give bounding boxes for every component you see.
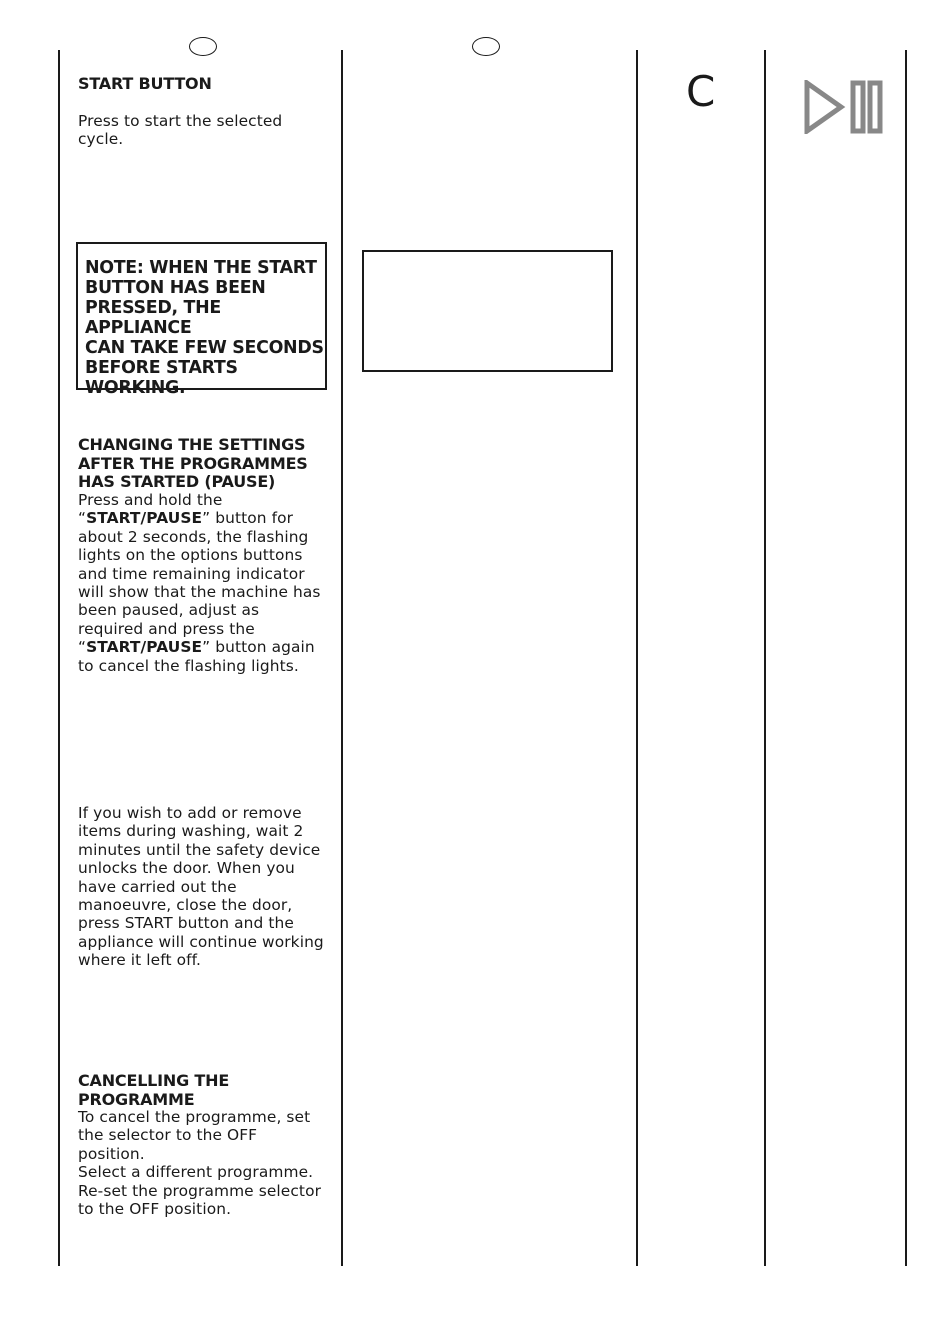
heading-line: AFTER THE PROGRAMMES [78,453,308,473]
note-line: NOTE: WHEN THE START [85,258,317,278]
heading-line: PROGRAMME [78,1089,195,1109]
heading-line: CHANGING THE SETTINGS [78,435,306,454]
language-marker-oval-2 [472,37,500,56]
cancel-section-heading [78,1072,229,1109]
pause-section-heading [78,436,308,492]
cancel-line: Select a different programme. [78,1163,314,1182]
pause-text-part: Press and hold the [78,491,223,509]
start-pause-label: START/PAUSE [86,509,203,528]
start-button-description: Press to start the selected cycle. [78,112,283,149]
note-line: BUTTON HAS BEEN [85,278,266,298]
empty-note-box [362,250,613,372]
add-items-text: If you wish to add or remove items during washing, wait 2 minutes until the safety device unlocks the door. When you have carried out the manoeuvre, close the door, press START button and the appliance will continue working where it left off. [78,804,324,970]
note-line: CAN TAKE FEW SECONDS [85,338,324,358]
play-pause-icon [804,80,884,134]
pause-text-part: button again to cancel the flashing lights. [78,638,315,675]
heading-line: HAS STARTED (PAUSE) [78,472,276,491]
cancel-line: To cancel the programme, set the selector to the OFF position. [78,1108,311,1163]
column-divider-outer [905,50,907,1266]
heading-line: CANCELLING THE [78,1071,230,1090]
cancel-section-text [78,1108,322,1218]
column-divider-middle [341,50,343,1266]
note-line: BEFORE STARTS [85,358,238,378]
pause-section-text [78,491,324,675]
note-line: WORKING. [85,378,186,398]
cancel-line: Re-set the programme selector to the OFF position. [78,1181,322,1219]
quote-mark: “ [78,638,87,657]
language-marker-oval [189,37,217,56]
start-button-heading: START BUTTON [78,74,212,93]
column-divider-left [58,50,60,1266]
quote-mark: ” [202,509,211,528]
start-pause-label: START/PAUSE [86,638,203,657]
column-divider-right [636,50,638,1266]
column-divider-symbols [764,50,766,1266]
pause-text-part: button for about 2 seconds, the flashing lights on the options buttons and time remaining indicator will show that the machine has been paused, adjust as required and press the [78,509,321,638]
note-line: PRESSED, THE APPLIANCE [85,298,221,338]
c-symbol-label: C [686,67,716,116]
quote-mark: “ [78,509,87,528]
note-box [76,242,327,398]
quote-mark: ” [202,638,211,657]
